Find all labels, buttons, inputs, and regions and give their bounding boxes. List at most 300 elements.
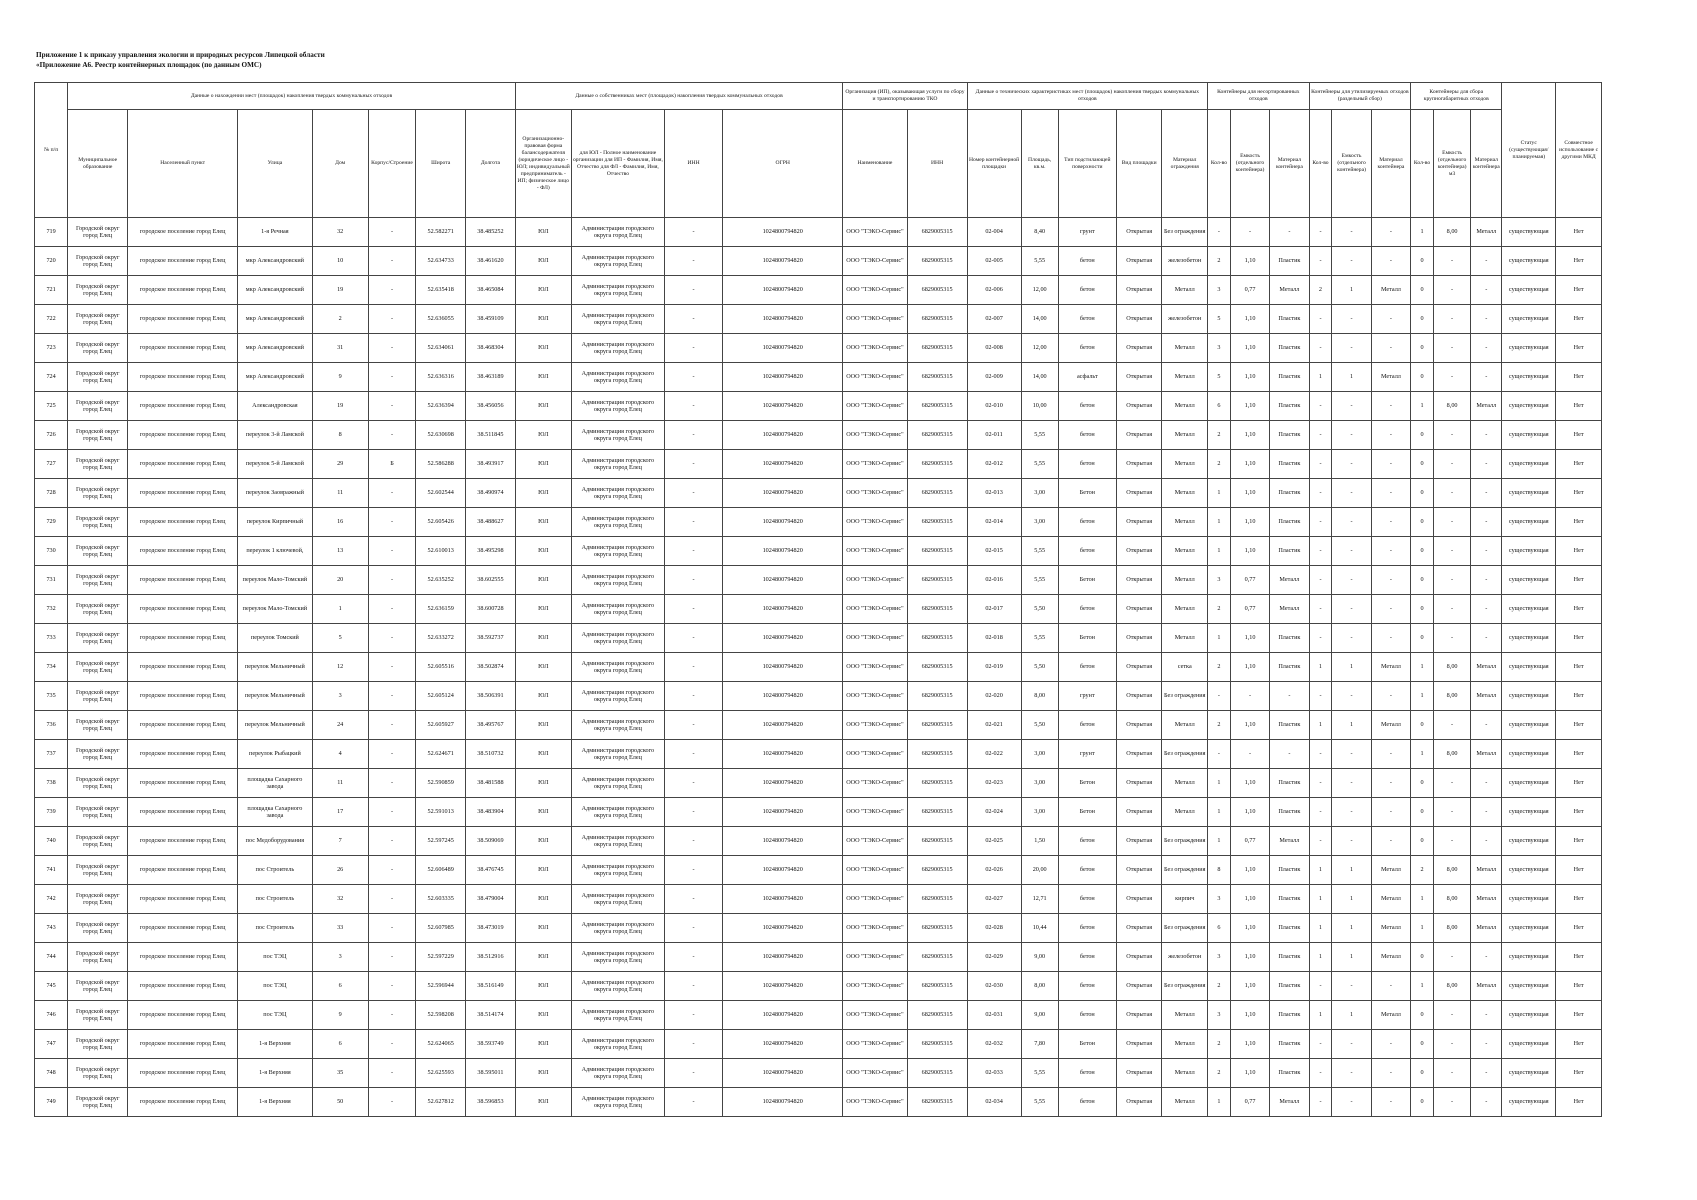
cell-owner-legal-form: ЮЛ bbox=[515, 392, 571, 421]
table-row bbox=[35, 769, 1602, 798]
cell-settlement: городское поселение город Елец bbox=[128, 1001, 238, 1030]
cell-fence-material: Металл bbox=[1162, 798, 1208, 827]
header-line-1: Приложение 1 к приказу управления экологии и природных ресурсов Липецкой области bbox=[36, 51, 325, 59]
cell-municipality: Городской округ город Елец bbox=[68, 247, 128, 276]
cell-bulky-capacity: - bbox=[1433, 1088, 1470, 1117]
cell-owner-legal-form: ЮЛ bbox=[515, 769, 571, 798]
cell-street: мкр Александровский bbox=[238, 276, 313, 305]
cell-row-number: 736 bbox=[35, 711, 68, 740]
cell-status: существующая bbox=[1502, 914, 1556, 943]
cell-separate-capacity: 1 bbox=[1332, 914, 1371, 943]
cell-unsorted-material: Пластик bbox=[1270, 711, 1309, 740]
cell-owner-ogrn: 1024800794820 bbox=[723, 798, 843, 827]
container-sites-registry-table bbox=[34, 82, 1602, 1117]
cell-latitude: 52.635252 bbox=[416, 566, 466, 595]
cell-operator-inn: 6829005315 bbox=[907, 247, 967, 276]
column-header-unsorted-count: Кол-во bbox=[1208, 110, 1231, 218]
cell-unsorted-capacity: 1,10 bbox=[1230, 1030, 1269, 1059]
cell-site-type: Открытая bbox=[1116, 218, 1162, 247]
cell-fence-material: железобетон bbox=[1162, 247, 1208, 276]
cell-separate-capacity: - bbox=[1332, 798, 1371, 827]
cell-owner-ogrn: 1024800794820 bbox=[723, 595, 843, 624]
cell-bulky-capacity: - bbox=[1433, 798, 1470, 827]
cell-shared-use: Нет bbox=[1556, 624, 1602, 653]
cell-owner-name: Администрация городского округа город Елец bbox=[571, 682, 664, 711]
cell-owner-name: Администрация городского округа город Елец bbox=[571, 856, 664, 885]
cell-fence-material: Металл bbox=[1162, 624, 1208, 653]
cell-fence-material: железобетон bbox=[1162, 305, 1208, 334]
cell-row-number: 743 bbox=[35, 914, 68, 943]
cell-surface-type: Бетон bbox=[1058, 479, 1116, 508]
cell-unsorted-capacity: 1,10 bbox=[1230, 885, 1269, 914]
row-number-header: № п/п bbox=[35, 83, 68, 218]
cell-bulky-count: 1 bbox=[1411, 972, 1434, 1001]
cell-owner-inn: - bbox=[665, 943, 723, 972]
cell-unsorted-count: 1 bbox=[1208, 827, 1231, 856]
cell-status: существующая bbox=[1502, 247, 1556, 276]
cell-settlement: городское поселение город Елец bbox=[128, 363, 238, 392]
cell-unsorted-count: 2 bbox=[1208, 972, 1231, 1001]
cell-unsorted-material: Пластик bbox=[1270, 856, 1309, 885]
cell-site-number: 02-021 bbox=[967, 711, 1021, 740]
cell-house: 5 bbox=[312, 624, 368, 653]
cell-status: существующая bbox=[1502, 566, 1556, 595]
cell-area: 14,00 bbox=[1021, 305, 1058, 334]
cell-bulky-material: Металл bbox=[1471, 392, 1502, 421]
cell-owner-legal-form: ЮЛ bbox=[515, 421, 571, 450]
cell-longitude: 38.600728 bbox=[466, 595, 516, 624]
cell-site-type: Открытая bbox=[1116, 769, 1162, 798]
cell-status: существующая bbox=[1502, 305, 1556, 334]
cell-unsorted-capacity: - bbox=[1230, 682, 1269, 711]
cell-operator-inn: 6829005315 bbox=[907, 682, 967, 711]
cell-bulky-material: - bbox=[1471, 1001, 1502, 1030]
cell-owner-inn: - bbox=[665, 508, 723, 537]
cell-separate-capacity: 1 bbox=[1332, 653, 1371, 682]
cell-street: переулок 3-й Ламской bbox=[238, 421, 313, 450]
cell-unsorted-material: Пластик bbox=[1270, 972, 1309, 1001]
group-header-operator: Организация (ИП), оказывающая услуги по сбору и транспортированию ТКО bbox=[843, 83, 967, 110]
cell-unsorted-capacity: 1,10 bbox=[1230, 450, 1269, 479]
cell-bulky-count: 1 bbox=[1411, 914, 1434, 943]
cell-status: существующая bbox=[1502, 537, 1556, 566]
cell-row-number: 748 bbox=[35, 1059, 68, 1088]
cell-building: - bbox=[368, 943, 416, 972]
group-header-unsorted-containers: Контейнеры для несортированных отходов bbox=[1208, 83, 1310, 110]
cell-fence-material: Металл bbox=[1162, 479, 1208, 508]
cell-bulky-capacity: - bbox=[1433, 537, 1470, 566]
cell-unsorted-count: 2 bbox=[1208, 1059, 1231, 1088]
cell-operator-inn: 6829005315 bbox=[907, 450, 967, 479]
cell-fence-material: Металл bbox=[1162, 276, 1208, 305]
cell-owner-legal-form: ЮЛ bbox=[515, 334, 571, 363]
cell-municipality: Городской округ город Елец bbox=[68, 537, 128, 566]
cell-bulky-count: 1 bbox=[1411, 218, 1434, 247]
cell-house: 32 bbox=[312, 218, 368, 247]
cell-separate-capacity: - bbox=[1332, 479, 1371, 508]
cell-owner-legal-form: ЮЛ bbox=[515, 740, 571, 769]
cell-area: 10,00 bbox=[1021, 392, 1058, 421]
cell-operator-inn: 6829005315 bbox=[907, 334, 967, 363]
cell-settlement: городское поселение город Елец bbox=[128, 392, 238, 421]
cell-surface-type: бетон bbox=[1058, 653, 1116, 682]
cell-bulky-count: 2 bbox=[1411, 856, 1434, 885]
cell-owner-ogrn: 1024800794820 bbox=[723, 740, 843, 769]
cell-street: переулок Мало-Томский bbox=[238, 595, 313, 624]
cell-owner-name: Администрация городского округа город Елец bbox=[571, 827, 664, 856]
cell-house: 6 bbox=[312, 1030, 368, 1059]
cell-status: существующая bbox=[1502, 363, 1556, 392]
cell-municipality: Городской округ город Елец bbox=[68, 1059, 128, 1088]
cell-unsorted-material: Пластик bbox=[1270, 885, 1309, 914]
cell-status: существующая bbox=[1502, 856, 1556, 885]
cell-latitude: 52.582271 bbox=[416, 218, 466, 247]
cell-site-number: 02-023 bbox=[967, 769, 1021, 798]
cell-unsorted-capacity: 1,10 bbox=[1230, 711, 1269, 740]
cell-owner-legal-form: ЮЛ bbox=[515, 624, 571, 653]
cell-separate-material: - bbox=[1371, 566, 1410, 595]
cell-municipality: Городской округ город Елец bbox=[68, 653, 128, 682]
cell-unsorted-capacity: 0,77 bbox=[1230, 595, 1269, 624]
table-row bbox=[35, 1088, 1602, 1117]
cell-site-type: Открытая bbox=[1116, 943, 1162, 972]
cell-surface-type: бетон bbox=[1058, 1059, 1116, 1088]
cell-shared-use: Нет bbox=[1556, 1059, 1602, 1088]
cell-separate-capacity: - bbox=[1332, 392, 1371, 421]
cell-latitude: 52.597229 bbox=[416, 943, 466, 972]
cell-settlement: городское поселение город Елец bbox=[128, 972, 238, 1001]
cell-owner-inn: - bbox=[665, 1030, 723, 1059]
cell-row-number: 735 bbox=[35, 682, 68, 711]
cell-owner-ogrn: 1024800794820 bbox=[723, 392, 843, 421]
cell-status: существующая bbox=[1502, 421, 1556, 450]
cell-row-number: 723 bbox=[35, 334, 68, 363]
cell-shared-use: Нет bbox=[1556, 392, 1602, 421]
cell-owner-legal-form: ЮЛ bbox=[515, 305, 571, 334]
cell-unsorted-count: 5 bbox=[1208, 305, 1231, 334]
cell-separate-count: 1 bbox=[1309, 363, 1332, 392]
column-header-street: Улица bbox=[238, 110, 313, 218]
cell-bulky-capacity: - bbox=[1433, 1030, 1470, 1059]
cell-longitude: 38.512916 bbox=[466, 943, 516, 972]
cell-owner-name: Администрация городского округа город Елец bbox=[571, 769, 664, 798]
cell-unsorted-count: 1 bbox=[1208, 537, 1231, 566]
cell-owner-name: Администрация городского округа город Елец bbox=[571, 1001, 664, 1030]
cell-street: пос ТЭЦ bbox=[238, 943, 313, 972]
cell-unsorted-capacity: 1,10 bbox=[1230, 421, 1269, 450]
cell-bulky-count: 0 bbox=[1411, 595, 1434, 624]
cell-unsorted-count: 2 bbox=[1208, 450, 1231, 479]
cell-site-type: Открытая bbox=[1116, 1030, 1162, 1059]
cell-surface-type: бетон bbox=[1058, 972, 1116, 1001]
table-row bbox=[35, 218, 1602, 247]
cell-operator-inn: 6829005315 bbox=[907, 1001, 967, 1030]
cell-area: 5,55 bbox=[1021, 450, 1058, 479]
cell-bulky-material: - bbox=[1471, 450, 1502, 479]
table-row bbox=[35, 1001, 1602, 1030]
cell-bulky-count: 0 bbox=[1411, 276, 1434, 305]
cell-building: - bbox=[368, 479, 416, 508]
cell-unsorted-material: Металл bbox=[1270, 827, 1309, 856]
cell-status: существующая bbox=[1502, 885, 1556, 914]
cell-owner-name: Администрация городского округа город Елец bbox=[571, 624, 664, 653]
cell-building: Б bbox=[368, 450, 416, 479]
column-header-municipality: Муниципальное образование bbox=[68, 110, 128, 218]
cell-shared-use: Нет bbox=[1556, 305, 1602, 334]
cell-shared-use: Нет bbox=[1556, 798, 1602, 827]
cell-surface-type: Бетон bbox=[1058, 624, 1116, 653]
group-header-location: Данные о нахождении мест (площадок) накопления твердых коммунальных отходов bbox=[68, 83, 516, 110]
cell-latitude: 52.634733 bbox=[416, 247, 466, 276]
cell-house: 12 bbox=[312, 653, 368, 682]
cell-municipality: Городской округ город Елец bbox=[68, 479, 128, 508]
cell-separate-material: - bbox=[1371, 392, 1410, 421]
cell-owner-legal-form: ЮЛ bbox=[515, 827, 571, 856]
cell-building: - bbox=[368, 305, 416, 334]
cell-area: 9,00 bbox=[1021, 943, 1058, 972]
cell-bulky-capacity: - bbox=[1433, 711, 1470, 740]
cell-unsorted-count: 3 bbox=[1208, 1001, 1231, 1030]
cell-fence-material: Без ограждения bbox=[1162, 856, 1208, 885]
cell-owner-name: Администрация городского округа город Елец bbox=[571, 305, 664, 334]
cell-area: 12,00 bbox=[1021, 276, 1058, 305]
cell-bulky-count: 0 bbox=[1411, 1088, 1434, 1117]
cell-building: - bbox=[368, 653, 416, 682]
cell-owner-name: Администрация городского округа город Елец bbox=[571, 914, 664, 943]
cell-unsorted-count: - bbox=[1208, 682, 1231, 711]
table-row bbox=[35, 798, 1602, 827]
cell-status: существующая bbox=[1502, 682, 1556, 711]
cell-house: 20 bbox=[312, 566, 368, 595]
cell-status: существующая bbox=[1502, 653, 1556, 682]
cell-unsorted-count: 8 bbox=[1208, 856, 1231, 885]
cell-site-type: Открытая bbox=[1116, 711, 1162, 740]
cell-separate-material: Металл bbox=[1371, 943, 1410, 972]
cell-house: 9 bbox=[312, 1001, 368, 1030]
table-row bbox=[35, 914, 1602, 943]
cell-house: 1 bbox=[312, 595, 368, 624]
cell-house: 26 bbox=[312, 856, 368, 885]
cell-owner-inn: - bbox=[665, 914, 723, 943]
column-header-settlement: Населенный пункт bbox=[128, 110, 238, 218]
cell-longitude: 38.495767 bbox=[466, 711, 516, 740]
cell-unsorted-count: 6 bbox=[1208, 914, 1231, 943]
cell-owner-name: Администрация городского округа город Елец bbox=[571, 1088, 664, 1117]
document-header bbox=[36, 50, 325, 70]
cell-bulky-material: - bbox=[1471, 1059, 1502, 1088]
cell-operator-inn: 6829005315 bbox=[907, 914, 967, 943]
cell-row-number: 729 bbox=[35, 508, 68, 537]
cell-surface-type: бетон bbox=[1058, 305, 1116, 334]
cell-surface-type: бетон bbox=[1058, 508, 1116, 537]
cell-settlement: городское поселение город Елец bbox=[128, 943, 238, 972]
cell-operator-name: ООО "ТЭКО-Сервис" bbox=[843, 653, 907, 682]
cell-owner-inn: - bbox=[665, 566, 723, 595]
column-header-house: Дом bbox=[312, 110, 368, 218]
cell-unsorted-capacity: 1,10 bbox=[1230, 363, 1269, 392]
cell-shared-use: Нет bbox=[1556, 856, 1602, 885]
cell-unsorted-count: 1 bbox=[1208, 769, 1231, 798]
cell-shared-use: Нет bbox=[1556, 972, 1602, 1001]
cell-municipality: Городской округ город Елец bbox=[68, 392, 128, 421]
cell-unsorted-material: Пластик bbox=[1270, 421, 1309, 450]
cell-latitude: 52.590859 bbox=[416, 769, 466, 798]
cell-operator-inn: 6829005315 bbox=[907, 537, 967, 566]
cell-separate-material: - bbox=[1371, 1088, 1410, 1117]
cell-unsorted-count: 1 bbox=[1208, 798, 1231, 827]
cell-separate-count: 2 bbox=[1309, 276, 1332, 305]
cell-separate-capacity: - bbox=[1332, 1030, 1371, 1059]
cell-unsorted-capacity: 1,10 bbox=[1230, 972, 1269, 1001]
cell-row-number: 720 bbox=[35, 247, 68, 276]
cell-owner-legal-form: ЮЛ bbox=[515, 1059, 571, 1088]
cell-bulky-count: 0 bbox=[1411, 363, 1434, 392]
cell-row-number: 744 bbox=[35, 943, 68, 972]
cell-house: 4 bbox=[312, 740, 368, 769]
group-header-bulky-containers: Контейнеры для сбора крупногабаритных отходов bbox=[1411, 83, 1502, 110]
cell-owner-legal-form: ЮЛ bbox=[515, 682, 571, 711]
cell-street: переулок Томский bbox=[238, 624, 313, 653]
cell-street: 1-я Верхняя bbox=[238, 1088, 313, 1117]
cell-latitude: 52.605426 bbox=[416, 508, 466, 537]
cell-unsorted-capacity: - bbox=[1230, 218, 1269, 247]
cell-settlement: городское поселение город Елец bbox=[128, 798, 238, 827]
cell-municipality: Городской округ город Елец bbox=[68, 363, 128, 392]
cell-house: 31 bbox=[312, 334, 368, 363]
cell-shared-use: Нет bbox=[1556, 363, 1602, 392]
cell-shared-use: Нет bbox=[1556, 653, 1602, 682]
table-row bbox=[35, 972, 1602, 1001]
table-row bbox=[35, 740, 1602, 769]
cell-operator-name: ООО "ТЭКО-Сервис" bbox=[843, 682, 907, 711]
cell-bulky-material: - bbox=[1471, 334, 1502, 363]
cell-street: мкр Александровский bbox=[238, 334, 313, 363]
cell-unsorted-count: 6 bbox=[1208, 392, 1231, 421]
cell-shared-use: Нет bbox=[1556, 1088, 1602, 1117]
cell-fence-material: Металл bbox=[1162, 508, 1208, 537]
cell-area: 3,00 bbox=[1021, 769, 1058, 798]
cell-building: - bbox=[368, 711, 416, 740]
cell-operator-name: ООО "ТЭКО-Сервис" bbox=[843, 392, 907, 421]
cell-bulky-count: 1 bbox=[1411, 740, 1434, 769]
cell-longitude: 38.456056 bbox=[466, 392, 516, 421]
cell-house: 2 bbox=[312, 305, 368, 334]
cell-shared-use: Нет bbox=[1556, 218, 1602, 247]
cell-fence-material: Без ограждения bbox=[1162, 740, 1208, 769]
cell-site-number: 02-025 bbox=[967, 827, 1021, 856]
cell-surface-type: Бетон bbox=[1058, 566, 1116, 595]
cell-building: - bbox=[368, 363, 416, 392]
cell-municipality: Городской округ город Елец bbox=[68, 334, 128, 363]
cell-owner-inn: - bbox=[665, 885, 723, 914]
cell-owner-ogrn: 1024800794820 bbox=[723, 421, 843, 450]
cell-owner-inn: - bbox=[665, 682, 723, 711]
column-header-unsorted-material: Материал контейнера bbox=[1270, 110, 1309, 218]
cell-settlement: городское поселение город Елец bbox=[128, 305, 238, 334]
cell-site-number: 02-030 bbox=[967, 972, 1021, 1001]
cell-building: - bbox=[368, 247, 416, 276]
cell-separate-material: - bbox=[1371, 624, 1410, 653]
cell-bulky-capacity: - bbox=[1433, 595, 1470, 624]
cell-area: 8,00 bbox=[1021, 682, 1058, 711]
column-header-site-number: Номер контейнерной площадки bbox=[967, 110, 1021, 218]
cell-unsorted-capacity: 1,10 bbox=[1230, 334, 1269, 363]
cell-owner-inn: - bbox=[665, 1059, 723, 1088]
cell-status: существующая bbox=[1502, 972, 1556, 1001]
cell-status: существующая bbox=[1502, 769, 1556, 798]
cell-row-number: 728 bbox=[35, 479, 68, 508]
cell-settlement: городское поселение город Елец bbox=[128, 450, 238, 479]
cell-owner-name: Администрация городского округа город Елец bbox=[571, 247, 664, 276]
cell-owner-name: Администрация городского округа город Елец bbox=[571, 595, 664, 624]
cell-separate-material: Металл bbox=[1371, 276, 1410, 305]
cell-bulky-material: - bbox=[1471, 305, 1502, 334]
cell-building: - bbox=[368, 595, 416, 624]
cell-area: 5,55 bbox=[1021, 624, 1058, 653]
cell-owner-legal-form: ЮЛ bbox=[515, 537, 571, 566]
cell-municipality: Городской округ город Елец bbox=[68, 769, 128, 798]
cell-bulky-count: 0 bbox=[1411, 450, 1434, 479]
cell-owner-name: Администрация городского округа город Елец bbox=[571, 740, 664, 769]
cell-bulky-count: 0 bbox=[1411, 334, 1434, 363]
cell-separate-capacity: - bbox=[1332, 566, 1371, 595]
cell-latitude: 52.627812 bbox=[416, 1088, 466, 1117]
cell-row-number: 734 bbox=[35, 653, 68, 682]
cell-settlement: городское поселение город Елец bbox=[128, 1059, 238, 1088]
cell-separate-material: - bbox=[1371, 682, 1410, 711]
cell-area: 5,55 bbox=[1021, 1088, 1058, 1117]
cell-bulky-capacity: - bbox=[1433, 247, 1470, 276]
cell-street: мкр Александровский bbox=[238, 247, 313, 276]
cell-longitude: 38.595011 bbox=[466, 1059, 516, 1088]
cell-settlement: городское поселение город Елец bbox=[128, 276, 238, 305]
cell-site-number: 02-026 bbox=[967, 856, 1021, 885]
cell-bulky-material: - bbox=[1471, 711, 1502, 740]
cell-status: существующая bbox=[1502, 798, 1556, 827]
cell-latitude: 52.598208 bbox=[416, 1001, 466, 1030]
cell-area: 5,55 bbox=[1021, 421, 1058, 450]
cell-owner-inn: - bbox=[665, 392, 723, 421]
cell-bulky-material: - bbox=[1471, 363, 1502, 392]
cell-site-type: Открытая bbox=[1116, 508, 1162, 537]
column-header-longitude: Долгота bbox=[466, 110, 516, 218]
cell-house: 11 bbox=[312, 479, 368, 508]
cell-building: - bbox=[368, 1001, 416, 1030]
cell-owner-ogrn: 1024800794820 bbox=[723, 247, 843, 276]
header-line-2: «Приложение А6. Реестр контейнерных площадок (по данным ОМС) bbox=[36, 61, 262, 69]
cell-fence-material: сетка bbox=[1162, 653, 1208, 682]
cell-surface-type: бетон bbox=[1058, 421, 1116, 450]
cell-separate-capacity: - bbox=[1332, 827, 1371, 856]
cell-latitude: 52.624065 bbox=[416, 1030, 466, 1059]
cell-owner-ogrn: 1024800794820 bbox=[723, 276, 843, 305]
cell-municipality: Городской округ город Елец bbox=[68, 624, 128, 653]
cell-operator-inn: 6829005315 bbox=[907, 218, 967, 247]
cell-shared-use: Нет bbox=[1556, 421, 1602, 450]
cell-street: пос Строитель bbox=[238, 885, 313, 914]
cell-latitude: 52.636055 bbox=[416, 305, 466, 334]
cell-municipality: Городской округ город Елец bbox=[68, 827, 128, 856]
cell-shared-use: Нет bbox=[1556, 566, 1602, 595]
cell-fence-material: Металл bbox=[1162, 1030, 1208, 1059]
cell-row-number: 737 bbox=[35, 740, 68, 769]
table-row bbox=[35, 363, 1602, 392]
cell-settlement: городское поселение город Елец bbox=[128, 1088, 238, 1117]
cell-area: 5,55 bbox=[1021, 247, 1058, 276]
cell-separate-material: Металл bbox=[1371, 914, 1410, 943]
cell-bulky-material: - bbox=[1471, 624, 1502, 653]
cell-surface-type: бетон bbox=[1058, 247, 1116, 276]
